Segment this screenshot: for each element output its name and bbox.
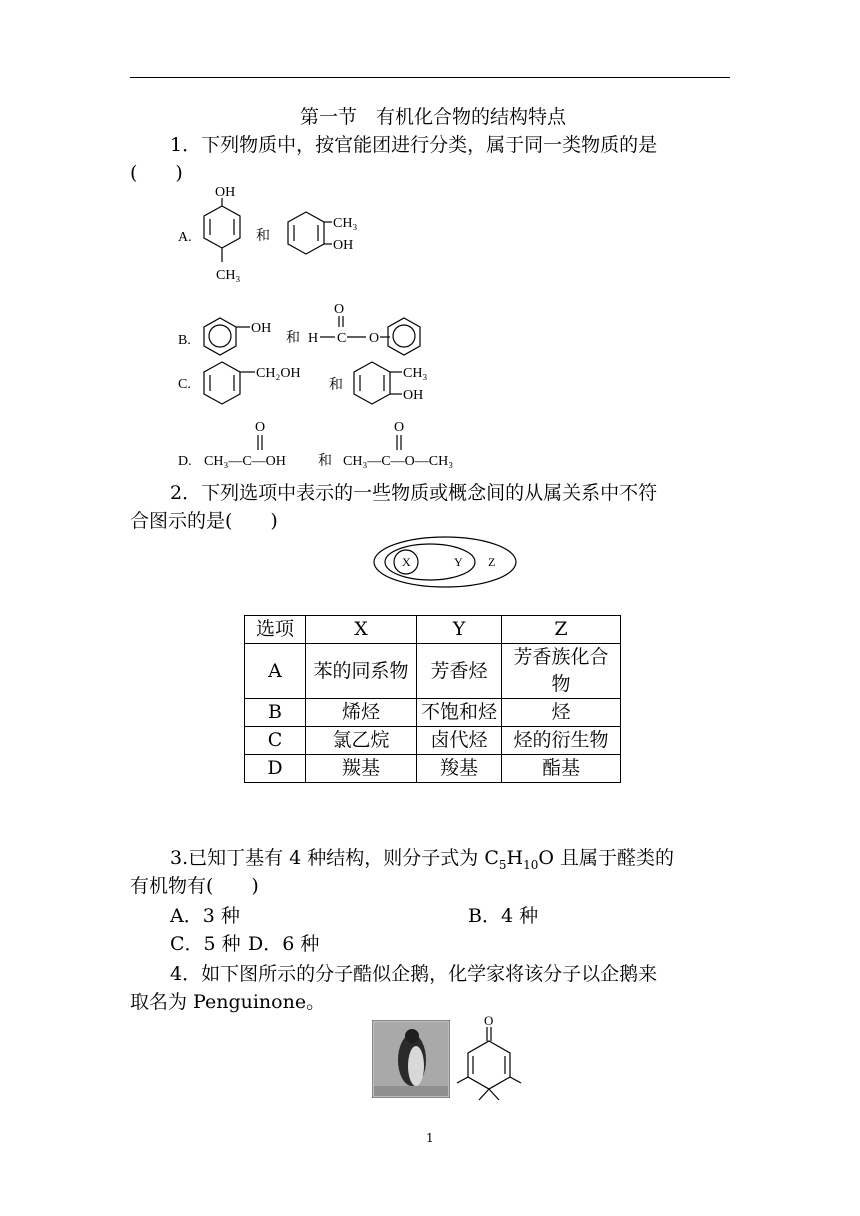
penguinone-structure xyxy=(455,1012,543,1104)
table-cell: 酯基 xyxy=(502,755,621,783)
table-cell: 氯乙烷 xyxy=(306,727,417,755)
penguinone-o: O xyxy=(484,1013,494,1028)
q1-optD-and: 和 xyxy=(318,454,332,469)
q1-optD-label: D. xyxy=(178,454,192,469)
o-cresol-structure-c xyxy=(354,362,402,404)
table-header-cell: Z xyxy=(502,616,621,644)
q2-stem-line2: 合图示的是( ) xyxy=(130,510,278,532)
ester-carbonyl-o: O xyxy=(394,420,405,435)
venn-z-label: Z xyxy=(488,555,496,569)
page-number: 1 xyxy=(426,1131,434,1145)
q3-stem-pre: 3.已知丁基有 4 种结构，则分子式为 C xyxy=(170,847,499,869)
q2-options-table xyxy=(244,615,621,783)
q3-option-b: B．4 种 xyxy=(468,905,539,927)
table-cell: D xyxy=(245,755,306,783)
table-cell: 烃的衍生物 xyxy=(502,727,621,755)
table-cell: A xyxy=(245,644,306,699)
table-cell: 卤代烃 xyxy=(417,727,502,755)
q1-optA-and: 和 xyxy=(256,229,270,244)
q4-stem-line1: 4．如下图所示的分子酷似企鹅，化学家将该分子以企鹅来 xyxy=(170,963,658,985)
venn-y-label: Y xyxy=(454,555,463,569)
table-row xyxy=(245,755,621,783)
phenol-oh: OH xyxy=(251,321,272,336)
table-cell: 芳香族化合物 xyxy=(502,644,621,699)
table-header-cell: Y xyxy=(417,616,502,644)
table-row xyxy=(245,644,621,699)
q3-option-a: A．3 种 xyxy=(170,905,240,927)
q1-optB-and: 和 xyxy=(286,331,300,346)
q1-stem-line1: 1．下列物质中，按官能团进行分类，属于同一类物质的是 xyxy=(170,134,658,156)
formate-c: C xyxy=(337,331,347,346)
acetic-carbonyl-o: O xyxy=(255,420,266,435)
table-row xyxy=(245,699,621,727)
q1-optC-label: C. xyxy=(178,377,191,392)
table-row xyxy=(245,727,621,755)
q1-structures xyxy=(0,0,860,480)
acetic-acid-formula: CH₃—C—OH xyxy=(204,454,286,469)
benzyl-alcohol-structure xyxy=(204,362,255,404)
formate-ester-o: O xyxy=(369,331,380,346)
table-cell: 烃 xyxy=(502,699,621,727)
table-cell: C xyxy=(245,727,306,755)
o-cresol-c-ch3: CH₃ xyxy=(403,366,428,381)
q3-stem-post: O 且属于醛类的 xyxy=(538,847,674,869)
q3-sub-10: 10 xyxy=(523,857,539,872)
q1-optA-label: A. xyxy=(178,230,192,245)
methyl-acetate-formula: CH₃—C—O—CH₃ xyxy=(343,454,454,469)
q3-sub-5: 5 xyxy=(498,857,507,872)
section-title: 第一节 有机化合物的结构特点 xyxy=(300,106,567,128)
table-cell: 羰基 xyxy=(306,755,417,783)
q3-stem-line2: 有机物有( ) xyxy=(130,875,259,897)
o-cresol-oh: OH xyxy=(333,238,354,253)
q2-stem-line1: 2．下列选项中表示的一些物质或概念间的从属关系中不符 xyxy=(170,482,658,504)
table-cell: 苯的同系物 xyxy=(306,644,417,699)
q1-optC-and: 和 xyxy=(329,378,343,393)
q3-option-c: C．5 种 xyxy=(170,933,241,955)
table-cell: 羧基 xyxy=(417,755,502,783)
p-cresol-oh: OH xyxy=(215,185,236,200)
p-cresol-structure xyxy=(204,198,240,262)
acetic-acid-structure xyxy=(258,435,262,450)
q3-stem-h: H xyxy=(506,847,524,869)
table-header-row xyxy=(245,616,621,644)
table-cell: 烯烃 xyxy=(306,699,417,727)
table-header-cell: 选项 xyxy=(245,616,306,644)
venn-x-label: X xyxy=(402,555,411,569)
q3-option-d: D．6 种 xyxy=(248,933,320,955)
table-cell: 不饱和烃 xyxy=(417,699,502,727)
table-cell: B xyxy=(245,699,306,727)
o-cresol-structure xyxy=(288,212,332,254)
phenol-structure xyxy=(204,318,250,355)
benzyl-ch2oh: CH₂OH xyxy=(256,366,301,381)
penguin-photo xyxy=(372,1020,450,1098)
table-header-cell: X xyxy=(306,616,417,644)
o-cresol-ch3: CH₃ xyxy=(333,216,358,231)
o-cresol-c-oh: OH xyxy=(403,388,424,403)
q1-stem-line2: ( ) xyxy=(130,162,183,184)
formate-h: H xyxy=(308,331,319,346)
q1-optB-label: B. xyxy=(178,333,191,348)
table-cell: 芳香烃 xyxy=(417,644,502,699)
venn-diagram xyxy=(372,535,518,589)
formate-carbonyl-o: O xyxy=(334,302,345,317)
q4-stem-line2: 取名为 Penguinone。 xyxy=(130,991,326,1013)
methyl-acetate-structure xyxy=(397,435,401,450)
p-cresol-ch3: CH₃ xyxy=(216,268,241,283)
